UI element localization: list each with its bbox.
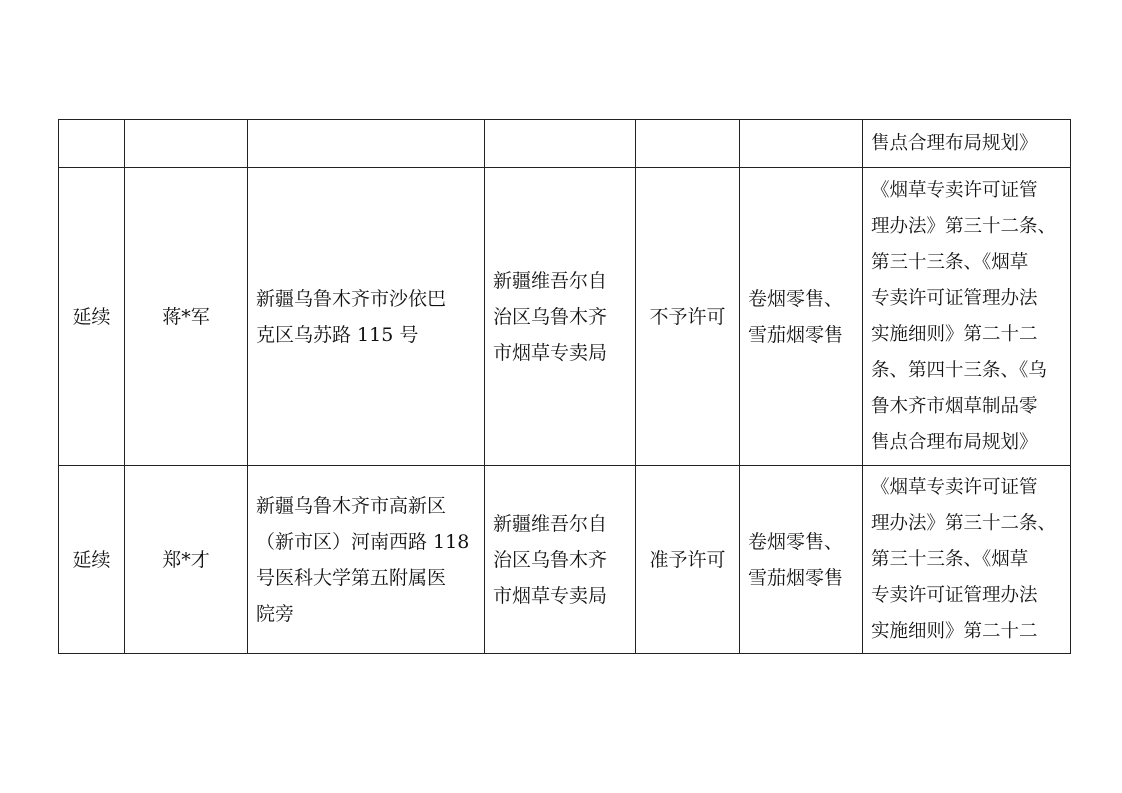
cell-result: [636, 466, 740, 654]
decision-result: 不予许可: [649, 305, 726, 328]
basis-line: 实施细则》第二十二: [871, 323, 1038, 345]
cell-authority: [485, 466, 636, 654]
address-line: （新市区）河南西路 118: [256, 530, 470, 553]
cell-address: [248, 120, 485, 168]
address-line: 新疆乌鲁木齐市沙依巴: [256, 287, 447, 310]
authority-line: 新疆维吾尔自: [493, 512, 608, 535]
basis-line: 第三十三条、《烟草: [871, 251, 1029, 273]
address-line: 克区乌苏路 115 号: [256, 323, 419, 346]
table-row: [59, 120, 1071, 168]
cell-result: [636, 120, 740, 168]
address-line: 号医科大学第五附属医: [256, 566, 447, 589]
cell-scope: [740, 120, 863, 168]
basis-line: 《烟草专卖许可证管: [871, 179, 1038, 201]
address-line: 新疆乌鲁木齐市高新区: [256, 494, 447, 517]
address-line: 院旁: [256, 602, 295, 625]
cell-name: [125, 466, 248, 654]
cell-authority: [485, 120, 636, 168]
cell-basis: [863, 168, 1071, 466]
cell-name: [125, 120, 248, 168]
scope-line: 卷烟零售、: [748, 287, 844, 310]
basis-line: 鲁木齐市烟草制品零: [871, 395, 1038, 417]
table-row: [59, 168, 1071, 466]
authority-line: 治区乌鲁木齐: [493, 548, 608, 571]
basis-line: 专卖许可证管理办法: [871, 287, 1038, 309]
cell-authority: [485, 168, 636, 466]
cell-type: [59, 168, 125, 466]
authority-line: 新疆维吾尔自: [493, 269, 608, 292]
cell-type: [59, 120, 125, 168]
scope-line: 卷烟零售、: [748, 530, 844, 553]
applicant-name: 蒋*军: [162, 305, 210, 328]
basis-line: 《烟草专卖许可证管: [871, 476, 1038, 498]
cell-type: [59, 466, 125, 654]
license-table: [58, 119, 1071, 654]
cell-scope: [740, 466, 863, 654]
cell-address: [248, 168, 485, 466]
cell-scope: [740, 168, 863, 466]
license-type: 延续: [72, 548, 111, 571]
basis-line: 条、第四十三条、《乌: [871, 359, 1047, 381]
license-type: 延续: [72, 305, 111, 328]
cell-address: [248, 466, 485, 654]
scope-line: 雪茄烟零售: [748, 566, 844, 589]
authority-line: 市烟草专卖局: [493, 341, 608, 364]
table-row: [59, 466, 1071, 654]
basis-line: 售点合理布局规划》: [871, 431, 1038, 453]
basis-line: 理办法》第三十二条、: [871, 512, 1057, 534]
cell-basis: [863, 120, 1071, 168]
cell-name: [125, 168, 248, 466]
authority-line: 市烟草专卖局: [493, 584, 608, 607]
scope-line: 雪茄烟零售: [748, 323, 844, 346]
basis-line: 售点合理布局规划》: [871, 132, 1038, 154]
cell-basis: [863, 466, 1071, 654]
basis-line: 专卖许可证管理办法: [871, 584, 1038, 606]
basis-line: 实施细则》第二十二: [871, 620, 1038, 642]
decision-result: 准予许可: [649, 548, 726, 571]
applicant-name: 郑*才: [162, 548, 210, 571]
basis-line: 理办法》第三十二条、: [871, 215, 1057, 237]
basis-line: 第三十三条、《烟草: [871, 548, 1029, 570]
authority-line: 治区乌鲁木齐: [493, 305, 608, 328]
cell-result: [636, 168, 740, 466]
